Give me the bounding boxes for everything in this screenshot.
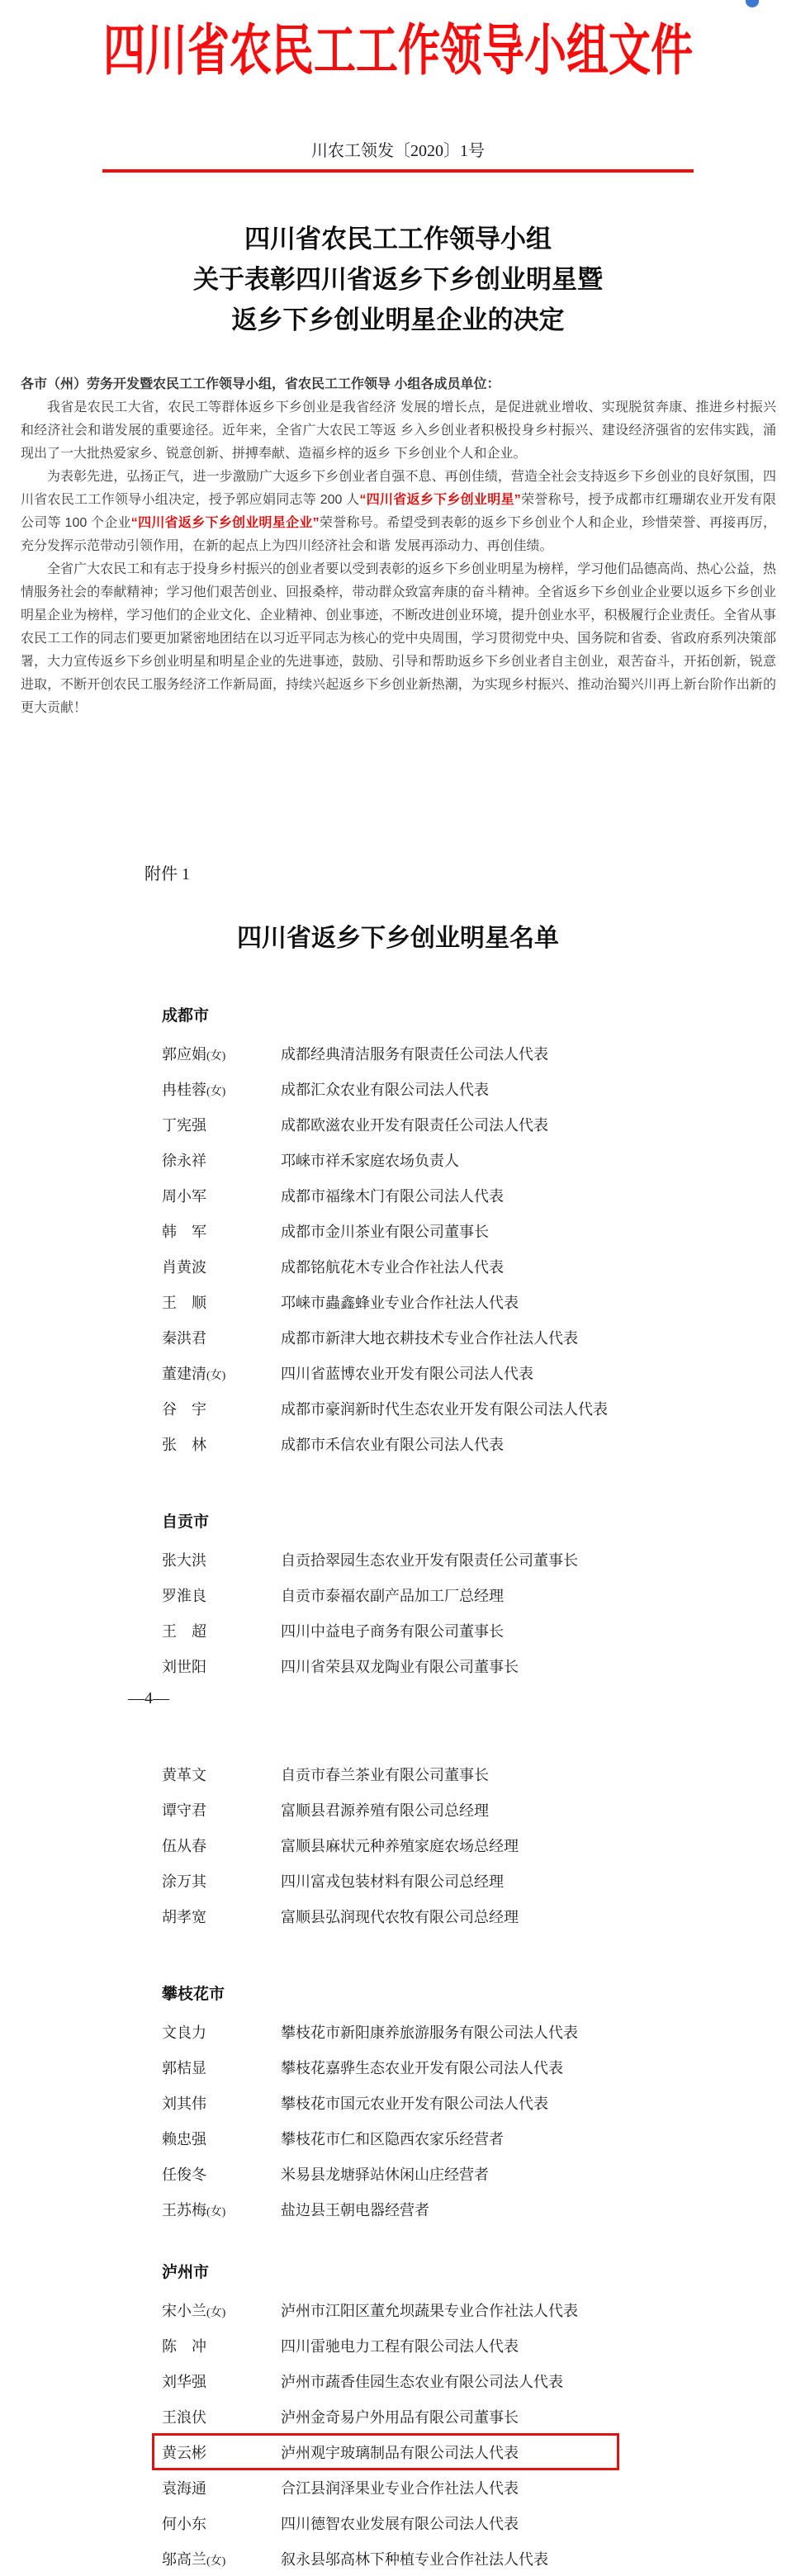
city-section-header: 成都市: [162, 1007, 210, 1025]
person-name-text: 王苏梅: [162, 2201, 206, 2218]
gender-marker: (女): [206, 1369, 226, 1382]
person-org: 泸州观宇玻璃制品有限公司法人代表: [281, 2444, 519, 2461]
person-name-text: 伍从春: [162, 1837, 206, 1854]
person-org: 邛崃市蟲鑫蜂业专业合作社法人代表: [281, 1294, 519, 1311]
person-name-text: 何小东: [162, 2515, 206, 2532]
person-name-text: 王 超: [162, 1622, 206, 1640]
person-name-text: 赖忠强: [162, 2130, 206, 2147]
body-paragraph: [21, 466, 776, 558]
person-name: [162, 2441, 281, 2463]
person-name-text: 文良力: [162, 2024, 206, 2041]
person-name: [162, 1398, 281, 1419]
list-item: [162, 2014, 796, 2049]
body-paragraphs: [21, 396, 776, 720]
person-name: [162, 2163, 281, 2185]
gender-marker: (女): [206, 2205, 226, 2218]
paragraph-text: 为表彰先进，弘扬正气，进一步激励广大返乡下乡创业者自强不息、再创佳绩，营造全社会支持返乡下乡创业的良好氛围，四川省农民工工作领导小组决定，授予郭应娟同志等 200 人: [21, 470, 776, 507]
person-name: [162, 2199, 281, 2220]
list-item: [162, 1319, 796, 1355]
person-name-text: 张大洪: [162, 1551, 206, 1569]
roster-title: 四川省返乡下乡创业明星名单: [237, 925, 559, 952]
person-org: 成都市豪润新时代生态农业开发有限公司法人代表: [281, 1400, 608, 1418]
person-name-text: 刘其伟: [162, 2095, 206, 2112]
gender-marker: (女): [206, 1049, 226, 1063]
list-item: [162, 2191, 796, 2227]
person-org: 成都市禾信农业有限公司法人代表: [281, 1436, 504, 1453]
person-name-text: 袁海通: [162, 2479, 206, 2497]
list-item: [162, 1863, 796, 1898]
person-name-text: 丁宪强: [162, 1116, 206, 1134]
document-title: [0, 219, 796, 340]
person-org: 成都市金川茶业有限公司董事长: [281, 1223, 489, 1240]
person-name: [162, 1549, 281, 1570]
person-name-text: 黄革文: [162, 1766, 206, 1783]
person-name: [162, 1185, 281, 1206]
person-org: 成都市福缘木门有限公司法人代表: [281, 1187, 504, 1205]
person-name: [162, 1433, 281, 1455]
list-item: [162, 1756, 796, 1792]
person-org: 成都市新津大地衣耕技术专业合作社法人代表: [281, 1329, 578, 1347]
list-item: [162, 2292, 796, 2327]
list-item: [162, 1248, 796, 1284]
list-item: [162, 2505, 796, 2540]
person-name: [162, 1149, 281, 1171]
person-name-text: 肖黄波: [162, 1258, 206, 1276]
honor-title-red-text: “四川省返乡下乡创业明星”: [359, 493, 521, 507]
person-org: 四川富戎包装材料有限公司总经理: [281, 1873, 504, 1890]
list-item: [162, 1827, 796, 1863]
person-org: 四川雷驰电力工程有限公司法人代表: [281, 2337, 519, 2355]
list-item: [162, 1142, 796, 1177]
person-org: 攀枝花市新阳康养旅游服务有限公司法人代表: [281, 2024, 578, 2041]
list-item: [162, 1106, 796, 1142]
person-name: [162, 1043, 281, 1064]
person-name-text: 王 顺: [162, 1294, 206, 1311]
list-item: [162, 2469, 796, 2505]
list-item: [162, 2363, 796, 2398]
person-org: 富顺县君源养殖有限公司总经理: [281, 1802, 489, 1819]
person-name-text: 徐永祥: [162, 1152, 206, 1169]
roster-list: [0, 1005, 796, 2576]
person-name-text: 谭守君: [162, 1802, 206, 1819]
person-name-text: 冉桂蓉: [162, 1081, 206, 1098]
person-name-text: 周小军: [162, 1187, 206, 1205]
list-item: [162, 2156, 796, 2191]
list-item: [162, 1355, 796, 1390]
person-org: 泸州金奇易户外用品有限公司董事长: [281, 2408, 519, 2426]
person-name-text: 罗淮良: [162, 1587, 206, 1604]
list-item: [162, 1898, 796, 1934]
person-name-text: 郭桔显: [162, 2059, 206, 2076]
person-name: [162, 1256, 281, 1277]
person-name: [162, 2477, 281, 2498]
person-org: 成都铭航花木专业合作社法人代表: [281, 1258, 504, 1276]
person-name: [162, 1655, 281, 1677]
person-name: [162, 2370, 281, 2392]
person-org: 富顺县弘润现代农牧有限公司总经理: [281, 1908, 519, 1925]
person-name-text: 张 林: [162, 1436, 206, 1453]
list-item: [162, 2085, 796, 2120]
list-item: [162, 1177, 796, 1213]
person-org: 米易县龙塘驿站休闲山庄经营者: [281, 2166, 489, 2183]
person-name: [162, 1291, 281, 1313]
person-org: 盐边县王朝电器经营者: [281, 2201, 429, 2218]
list-item: [162, 1284, 796, 1319]
person-name: [162, 2021, 281, 2043]
person-name-text: 任俊冬: [162, 2166, 206, 2183]
list-item: [162, 2327, 796, 2363]
list-item: [162, 2049, 796, 2085]
person-name: [162, 1327, 281, 1348]
person-name-text: 郭应娟: [162, 1045, 206, 1063]
paragraph-text: 我省是农民工大省，农民工等群体返乡下乡创业是我省经济 发展的增长点，是促进就业增收、实现脱贫奔康、推进乡村振兴和经济社会和谐发展的重要途径。近年来，全省广大农民工等返 乡入乡创业者积极投身乡村振兴、建设经济强省的宏伟实践，涌现出了一大批热爱家乡、锐意创新、拼搏奉献、造福乡梓的返乡 下乡创业个人和企业。: [21, 400, 776, 461]
city-section-header: 攀枝花市: [162, 1986, 225, 2003]
list-item: [162, 1390, 796, 1426]
list-item: [162, 1035, 796, 1071]
person-org: 泸州市江阳区董允坝蔬果专业合作社法人代表: [281, 2302, 578, 2319]
person-name-text: 董建清: [162, 1365, 206, 1382]
list-item: [162, 1577, 796, 1612]
document-title-line-2: 关于表彰四川省返乡下乡创业明星暨: [193, 265, 603, 294]
person-org: 攀枝花市仁和区隐西农家乐经营者: [281, 2130, 504, 2147]
list-item: [162, 1541, 796, 1577]
person-name: [162, 2299, 281, 2321]
person-org: 富顺县麻状元种养殖家庭农场总经理: [281, 1837, 519, 1854]
person-name: [162, 1870, 281, 1892]
person-name: [162, 1799, 281, 1821]
document-body: [0, 373, 796, 720]
person-org: 泸州市蔬香佳园生态农业有限公司法人代表: [281, 2373, 563, 2390]
person-name-text: 陈 冲: [162, 2337, 206, 2355]
person-name: [162, 1220, 281, 1242]
person-name: [162, 1584, 281, 1606]
list-item: [162, 1213, 796, 1248]
person-name: [162, 1835, 281, 1856]
document-title-line-3: 返乡下乡创业明星企业的决定: [231, 305, 565, 334]
person-name-text: 宋小兰: [162, 2302, 206, 2319]
list-item: [162, 2434, 796, 2469]
person-org: 成都欧滋农业开发有限责任公司法人代表: [281, 1116, 548, 1134]
person-name: [162, 1078, 281, 1100]
gender-marker: (女): [206, 2555, 226, 2568]
person-name: [162, 2057, 281, 2078]
body-paragraph: [21, 558, 776, 720]
person-org: 自贡市春兰茶业有限公司董事长: [281, 1766, 489, 1783]
person-name-text: 秦洪君: [162, 1329, 206, 1347]
document-title-line-1: 四川省农民工工作领导小组: [244, 225, 552, 253]
document-masthead: 四川省农民工工作领导小组文件: [102, 21, 693, 83]
person-name: [162, 2335, 281, 2356]
person-name: [162, 1114, 281, 1135]
list-item: [162, 1426, 796, 1461]
person-name: [162, 2406, 281, 2427]
paragraph-text: 荣誉称号。希望受到表彰的返乡下乡创业个人和企业，珍惜荣誉、再接再厉，充分发挥示范带动引领作用，在新的起点上为四川经济社会和谐 发展再添动力、再创佳绩。: [21, 516, 776, 553]
person-name-text: 黄云彬: [162, 2444, 206, 2461]
person-org: 自贡市泰福农副产品加工厂总经理: [281, 1587, 504, 1604]
person-org: 四川德智农业发展有限公司法人代表: [281, 2515, 519, 2532]
person-org: 合江县润泽果业专业合作社法人代表: [281, 2479, 519, 2497]
list-item: [162, 2398, 796, 2434]
salutation: 各市（州）劳务开发暨农民工工作领导小组，省农民工工作领导 小组各成员单位：: [21, 377, 500, 391]
document-number: 川农工领发〔2020〕1号: [311, 142, 485, 160]
person-name: [162, 1620, 281, 1641]
city-section-header: 泸州市: [162, 2264, 210, 2281]
attachment-label: 附件 1: [145, 865, 190, 883]
person-org: 成都经典清洁服务有限责任公司法人代表: [281, 1045, 548, 1063]
person-name-text: 谷 宇: [162, 1400, 206, 1418]
person-org: 攀枝花嘉骅生态农业开发有限公司法人代表: [281, 2059, 563, 2076]
person-name: [162, 2092, 281, 2114]
honor-title-red-text: “四川省返乡下乡创业明星企业”: [130, 516, 320, 530]
list-item: [162, 1071, 796, 1106]
person-org: 邛崃市祥禾家庭农场负责人: [281, 1152, 459, 1169]
person-org: 叙永县邬高林下种植专业合作社法人代表: [281, 2550, 548, 2568]
list-item: [162, 1648, 796, 1683]
person-org: 成都汇众农业有限公司法人代表: [281, 1081, 489, 1098]
person-org: 四川中益电子商务有限公司董事长: [281, 1622, 504, 1640]
gender-marker: (女): [206, 1085, 226, 1098]
person-name-text: 刘世阳: [162, 1658, 206, 1675]
person-org: 四川省蓝博农业开发有限公司法人代表: [281, 1365, 533, 1382]
person-name-text: 王浪伏: [162, 2408, 206, 2426]
person-name-text: 涂万其: [162, 1873, 206, 1890]
person-name-text: 刘华强: [162, 2373, 206, 2390]
person-name: [162, 2512, 281, 2534]
person-name: [162, 1362, 281, 1384]
person-org: 攀枝花市国元农业开发有限公司法人代表: [281, 2095, 548, 2112]
person-org: 四川省荣县双龙陶业有限公司董事长: [281, 1658, 519, 1675]
person-name-text: 邬高兰: [162, 2550, 206, 2568]
list-item: [162, 2540, 796, 2576]
list-item: [162, 1612, 796, 1648]
person-name: [162, 2128, 281, 2149]
gender-marker: (女): [206, 2306, 226, 2319]
list-item: [162, 1792, 796, 1827]
list-item: [162, 2120, 796, 2156]
paragraph-text: 荣誉称号，授予成都市红珊瑚农业开发有限公司等 100 个企业: [21, 493, 776, 530]
paragraph-text: 全省广大农民工和有志于投身乡村振兴的创业者要以受到表彰的返乡下乡创业明星为榜样，学习他们品德高尚、热心公益，热情服务社会的奉献精神；学习他们艰苦创业、回报桑梓，带动群众致富奔康的奋斗精神。全省返乡下乡创业企业要以返乡下乡创业明星企业为榜样，学习他们的企业文化、企业精神、创业事迹，不断改进创业环境，提升创业水平，积极履行企业责任。全省从事农民工工作的同志们要更加紧密地团结在以习近平同志为核心的党中央周围，学习贯彻党中央、国务院和省委、省政府系列决策部署，大力宣传返乡下乡创业明星和明星企业的先进事迹，鼓励、引导和帮助返乡下乡创业者自主创业，艰苦奋斗，开拓创新，锐意进取，不断开创农民工服务经济工作新局面，持续兴起返乡下乡创业新热潮，为实现乡村振兴、推动治蜀兴川再上新台阶作出新的更大贡献！: [21, 562, 776, 715]
person-name: [162, 1764, 281, 1785]
person-name: [162, 1906, 281, 1927]
person-name: [162, 2548, 281, 2569]
person-org: 自贡拾翠园生态农业开发有限责任公司董事长: [281, 1551, 578, 1569]
red-divider: [102, 169, 694, 173]
page-number: —4—: [128, 1689, 169, 1707]
city-section-header: 自贡市: [162, 1513, 210, 1531]
body-paragraph: [21, 396, 776, 466]
person-name-text: 胡孝宽: [162, 1908, 206, 1925]
person-name-text: 韩 军: [162, 1223, 206, 1240]
